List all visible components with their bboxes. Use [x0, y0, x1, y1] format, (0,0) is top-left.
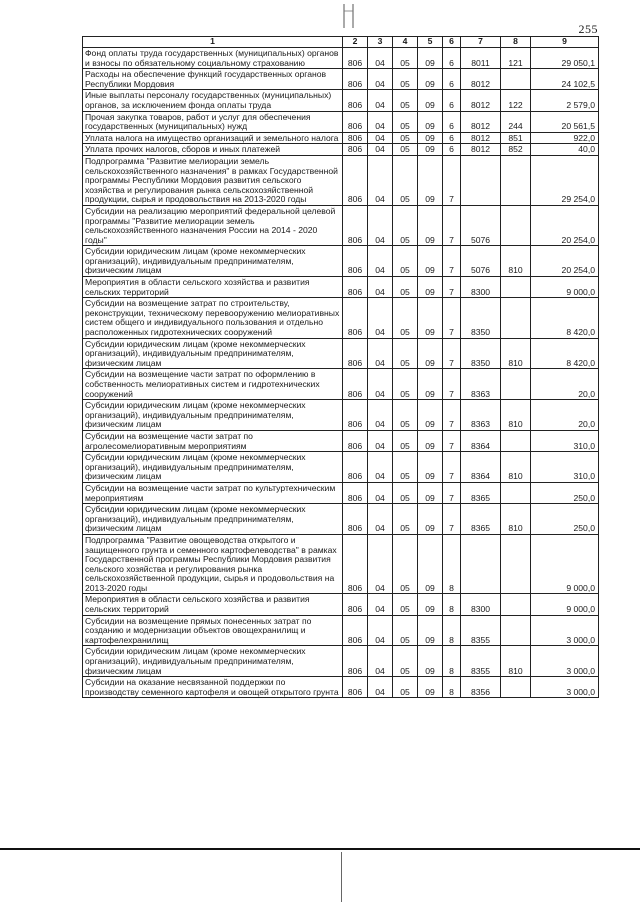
- cell-amount: 9 000,0: [531, 534, 599, 594]
- cell-subprogram: 7: [443, 400, 461, 431]
- cell-subprogram: 6: [443, 48, 461, 69]
- cell-program: 09: [418, 111, 443, 132]
- table-row: [83, 155, 599, 205]
- cell-expense-type: 810: [501, 504, 531, 535]
- cell-subprogram: 6: [443, 132, 461, 144]
- cell-section: 04: [368, 90, 393, 111]
- cell-program: 09: [418, 400, 443, 431]
- cell-target-code: 8012: [461, 111, 501, 132]
- cell-amount: 24 102,5: [531, 69, 599, 90]
- cell-program: 09: [418, 90, 443, 111]
- table-row: [83, 277, 599, 298]
- cell-target-code: 8011: [461, 48, 501, 69]
- cell-amount: 29 254,0: [531, 155, 599, 205]
- cell-ministry-code: 806: [343, 277, 368, 298]
- cell-subsection: 05: [393, 677, 418, 698]
- column-header: 4: [393, 37, 418, 48]
- cell-subprogram: 7: [443, 246, 461, 277]
- cell-target-code: 8363: [461, 369, 501, 400]
- row-description: Субсидии на возмещение части затрат по оформлению в собственность мелиоративных систем и гидротехнических сооружений: [83, 369, 343, 400]
- row-description: Субсидии юридическим лицам (кроме некоммерческих организаций), индивидуальным предпринимателям, физическим лицам: [83, 452, 343, 483]
- cell-expense-type: [501, 615, 531, 646]
- cell-section: 04: [368, 482, 393, 503]
- cell-amount: 9 000,0: [531, 594, 599, 615]
- cell-program: 09: [418, 48, 443, 69]
- cell-program: 09: [418, 646, 443, 677]
- cell-subsection: 05: [393, 452, 418, 483]
- cell-ministry-code: 806: [343, 452, 368, 483]
- page-bottom-rule: [0, 848, 640, 850]
- cell-amount: 20,0: [531, 369, 599, 400]
- cell-subprogram: 6: [443, 69, 461, 90]
- cell-section: 04: [368, 155, 393, 205]
- cell-expense-type: 810: [501, 246, 531, 277]
- cell-program: 09: [418, 430, 443, 451]
- cell-target-code: 8300: [461, 594, 501, 615]
- cell-expense-type: [501, 677, 531, 698]
- cell-ministry-code: 806: [343, 205, 368, 245]
- cell-subsection: 05: [393, 90, 418, 111]
- table-row: [83, 452, 599, 483]
- cell-target-code: [461, 534, 501, 594]
- cell-ministry-code: 806: [343, 298, 368, 338]
- cell-target-code: 8012: [461, 90, 501, 111]
- cell-subprogram: 7: [443, 504, 461, 535]
- table-row: [83, 482, 599, 503]
- cell-target-code: 8355: [461, 646, 501, 677]
- table-row: [83, 594, 599, 615]
- cell-subsection: 05: [393, 482, 418, 503]
- cell-section: 04: [368, 338, 393, 369]
- cell-section: 04: [368, 504, 393, 535]
- cell-subprogram: 6: [443, 111, 461, 132]
- column-header: 8: [501, 37, 531, 48]
- cell-program: 09: [418, 246, 443, 277]
- cell-subprogram: 6: [443, 144, 461, 156]
- row-description: Субсидии на возмещение части затрат по агролесомелиоративным мероприятиям: [83, 430, 343, 451]
- cell-ministry-code: 806: [343, 430, 368, 451]
- table-row: [83, 534, 599, 594]
- cell-amount: 20 561,5: [531, 111, 599, 132]
- cell-amount: 29 050,1: [531, 48, 599, 69]
- cell-program: 09: [418, 369, 443, 400]
- row-description: Мероприятия в области сельского хозяйства и развития сельских территорий: [83, 277, 343, 298]
- cell-expense-type: 810: [501, 646, 531, 677]
- row-description: Субсидии на оказание несвязанной поддержки по производству семенного картофеля и овощей открытого грунта: [83, 677, 343, 698]
- cell-subprogram: 6: [443, 90, 461, 111]
- cell-program: 09: [418, 594, 443, 615]
- cell-program: 09: [418, 277, 443, 298]
- cell-subsection: 05: [393, 69, 418, 90]
- column-header: 2: [343, 37, 368, 48]
- cell-subprogram: 8: [443, 615, 461, 646]
- cell-program: 09: [418, 534, 443, 594]
- cell-ministry-code: 806: [343, 504, 368, 535]
- table-row: [83, 205, 599, 245]
- cell-ministry-code: 806: [343, 132, 368, 144]
- cell-program: 09: [418, 205, 443, 245]
- cell-expense-type: 244: [501, 111, 531, 132]
- column-header: 7: [461, 37, 501, 48]
- cell-expense-type: [501, 277, 531, 298]
- table-row: [83, 369, 599, 400]
- cell-ministry-code: 806: [343, 246, 368, 277]
- cell-amount: 3 000,0: [531, 615, 599, 646]
- cell-section: 04: [368, 132, 393, 144]
- cell-expense-type: 121: [501, 48, 531, 69]
- table-row: [83, 48, 599, 69]
- cell-amount: 3 000,0: [531, 677, 599, 698]
- cell-ministry-code: 806: [343, 338, 368, 369]
- cell-target-code: 8363: [461, 400, 501, 431]
- cell-program: 09: [418, 298, 443, 338]
- cell-target-code: 8012: [461, 132, 501, 144]
- cell-subprogram: 7: [443, 155, 461, 205]
- cell-section: 04: [368, 277, 393, 298]
- cell-expense-type: [501, 155, 531, 205]
- cell-subprogram: 8: [443, 646, 461, 677]
- row-description: Уплата прочих налогов, сборов и иных платежей: [83, 144, 343, 156]
- cell-section: 04: [368, 144, 393, 156]
- cell-ministry-code: 806: [343, 69, 368, 90]
- fold-line: [341, 852, 342, 902]
- page-number: 255: [578, 22, 598, 36]
- table-row: [83, 132, 599, 144]
- cell-subsection: 05: [393, 430, 418, 451]
- table-row: [83, 69, 599, 90]
- cell-program: 09: [418, 155, 443, 205]
- cell-amount: 8 420,0: [531, 298, 599, 338]
- row-description: Субсидии юридическим лицам (кроме некоммерческих организаций), индивидуальным предпринимателям, физическим лицам: [83, 400, 343, 431]
- cell-ministry-code: 806: [343, 155, 368, 205]
- cell-subprogram: 7: [443, 452, 461, 483]
- cell-expense-type: [501, 369, 531, 400]
- table-row: [83, 246, 599, 277]
- cell-section: 04: [368, 298, 393, 338]
- cell-subprogram: 8: [443, 594, 461, 615]
- cell-subsection: 05: [393, 615, 418, 646]
- column-header: 3: [368, 37, 393, 48]
- row-description: Расходы на обеспечение функций государственных органов Республики Мордовия: [83, 69, 343, 90]
- budget-table: [82, 36, 599, 698]
- cell-target-code: 8012: [461, 69, 501, 90]
- cell-amount: 40,0: [531, 144, 599, 156]
- cell-subsection: 05: [393, 534, 418, 594]
- cell-section: 04: [368, 246, 393, 277]
- cell-amount: 20,0: [531, 400, 599, 431]
- column-header: 1: [83, 37, 343, 48]
- table-row: [83, 677, 599, 698]
- cell-subsection: 05: [393, 132, 418, 144]
- cell-target-code: 8012: [461, 144, 501, 156]
- cell-amount: 2 579,0: [531, 90, 599, 111]
- cell-section: 04: [368, 48, 393, 69]
- row-description: Субсидии на возмещение затрат по строительству, реконструкции, техническому перевооружению мелиоративных систем общего и индивидуального пользования и отдельно расположенных гидротехнических сооружений: [83, 298, 343, 338]
- cell-target-code: 8300: [461, 277, 501, 298]
- table-row: [83, 400, 599, 431]
- row-description: Уплата налога на имущество организаций и земельного налога: [83, 132, 343, 144]
- cell-program: 09: [418, 132, 443, 144]
- cell-subprogram: 8: [443, 677, 461, 698]
- cell-expense-type: 810: [501, 452, 531, 483]
- budget-table-container: [82, 36, 598, 698]
- cell-expense-type: [501, 534, 531, 594]
- cell-program: 09: [418, 452, 443, 483]
- cell-program: 09: [418, 482, 443, 503]
- cell-section: 04: [368, 677, 393, 698]
- cell-target-code: 8356: [461, 677, 501, 698]
- cell-expense-type: [501, 430, 531, 451]
- column-header: 6: [443, 37, 461, 48]
- cell-subsection: 05: [393, 298, 418, 338]
- row-description: Субсидии на возмещение части затрат по культуртехническим мероприятиям: [83, 482, 343, 503]
- cell-subsection: 05: [393, 594, 418, 615]
- cell-target-code: 8364: [461, 452, 501, 483]
- cell-subsection: 05: [393, 111, 418, 132]
- cell-subsection: 05: [393, 338, 418, 369]
- cell-section: 04: [368, 594, 393, 615]
- cell-program: 09: [418, 677, 443, 698]
- cell-target-code: 8365: [461, 482, 501, 503]
- table-row: [83, 338, 599, 369]
- cell-amount: 9 000,0: [531, 277, 599, 298]
- cell-section: 04: [368, 400, 393, 431]
- row-description: Субсидии юридическим лицам (кроме некоммерческих организаций), индивидуальным предпринимателям, физическим лицам: [83, 246, 343, 277]
- cell-target-code: [461, 155, 501, 205]
- cell-ministry-code: 806: [343, 111, 368, 132]
- cell-expense-type: 851: [501, 132, 531, 144]
- row-description: Иные выплаты персоналу государственных (муниципальных) органов, за исключением фонда оплаты труда: [83, 90, 343, 111]
- table-row: [83, 111, 599, 132]
- cell-target-code: 8350: [461, 298, 501, 338]
- cell-section: 04: [368, 369, 393, 400]
- cell-amount: 922,0: [531, 132, 599, 144]
- cell-amount: 250,0: [531, 482, 599, 503]
- cell-ministry-code: 806: [343, 144, 368, 156]
- cell-subsection: 05: [393, 369, 418, 400]
- cell-target-code: 8355: [461, 615, 501, 646]
- cell-section: 04: [368, 452, 393, 483]
- cell-subprogram: 7: [443, 430, 461, 451]
- cell-ministry-code: 806: [343, 400, 368, 431]
- table-row: [83, 615, 599, 646]
- cell-amount: 310,0: [531, 452, 599, 483]
- table-row: [83, 298, 599, 338]
- cell-expense-type: 810: [501, 400, 531, 431]
- cell-ministry-code: 806: [343, 369, 368, 400]
- table-header-row: [83, 37, 599, 48]
- table-row: [83, 90, 599, 111]
- cell-expense-type: 810: [501, 338, 531, 369]
- cell-expense-type: 122: [501, 90, 531, 111]
- cell-subprogram: 7: [443, 338, 461, 369]
- cell-subsection: 05: [393, 277, 418, 298]
- table-row: [83, 646, 599, 677]
- cell-section: 04: [368, 430, 393, 451]
- row-description: Подпрограмма "Развитие мелиорации земель сельскохозяйственного назначения" в рамках Государственной программы Республики Мордовия развития сельского хозяйства и регулирования рынка сельскохозяйственной продукции, сырья и продовольствия на 2013-2020 годы: [83, 155, 343, 205]
- cell-target-code: 5076: [461, 205, 501, 245]
- cell-subsection: 05: [393, 504, 418, 535]
- row-description: Субсидии юридическим лицам (кроме некоммерческих организаций), индивидуальным предпринимателям, физическим лицам: [83, 338, 343, 369]
- cell-target-code: 8365: [461, 504, 501, 535]
- cell-program: 09: [418, 69, 443, 90]
- cell-ministry-code: 806: [343, 594, 368, 615]
- row-description: Субсидии юридическим лицам (кроме некоммерческих организаций), индивидуальным предпринимателям, физическим лицам: [83, 646, 343, 677]
- cell-ministry-code: 806: [343, 48, 368, 69]
- cell-subsection: 05: [393, 646, 418, 677]
- table-row: [83, 504, 599, 535]
- cell-ministry-code: 806: [343, 90, 368, 111]
- row-description: Субсидии юридическим лицам (кроме некоммерческих организаций), индивидуальным предпринимателям, физическим лицам: [83, 504, 343, 535]
- cell-amount: 250,0: [531, 504, 599, 535]
- column-header: 9: [531, 37, 599, 48]
- cell-section: 04: [368, 615, 393, 646]
- cell-program: 09: [418, 144, 443, 156]
- cell-program: 09: [418, 504, 443, 535]
- cell-subprogram: 7: [443, 482, 461, 503]
- row-description: Подпрограмма "Развитие овощеводства открытого и защищенного грунта и семенного картофелеводства" в рамках Государственной программы Республики Мордовия развития сельского хозяйства и регулирования рынка сельскохозяйственной продукции, сырья и продовольствия на 2013-2020 годы: [83, 534, 343, 594]
- cell-subsection: 05: [393, 205, 418, 245]
- cell-subsection: 05: [393, 155, 418, 205]
- cell-expense-type: [501, 482, 531, 503]
- cell-ministry-code: 806: [343, 677, 368, 698]
- cell-ministry-code: 806: [343, 615, 368, 646]
- cell-subsection: 05: [393, 144, 418, 156]
- row-description: Прочая закупка товаров, работ и услуг для обеспечения государственных (муниципальных) нужд: [83, 111, 343, 132]
- cell-subprogram: 7: [443, 277, 461, 298]
- binding-staple-mark: [341, 4, 357, 28]
- cell-amount: 310,0: [531, 430, 599, 451]
- cell-subprogram: 7: [443, 298, 461, 338]
- cell-expense-type: [501, 205, 531, 245]
- cell-ministry-code: 806: [343, 534, 368, 594]
- cell-ministry-code: 806: [343, 482, 368, 503]
- row-description: Мероприятия в области сельского хозяйства и развития сельских территорий: [83, 594, 343, 615]
- cell-expense-type: [501, 69, 531, 90]
- cell-target-code: 8350: [461, 338, 501, 369]
- cell-section: 04: [368, 534, 393, 594]
- cell-section: 04: [368, 111, 393, 132]
- row-description: Фонд оплаты труда государственных (муниципальных) органов и взносы по обязательному социальному страхованию: [83, 48, 343, 69]
- table-row: [83, 144, 599, 156]
- cell-expense-type: [501, 594, 531, 615]
- table-row: [83, 430, 599, 451]
- cell-target-code: 5076: [461, 246, 501, 277]
- cell-section: 04: [368, 69, 393, 90]
- cell-section: 04: [368, 205, 393, 245]
- table-body: [83, 48, 599, 698]
- cell-target-code: 8364: [461, 430, 501, 451]
- cell-ministry-code: 806: [343, 646, 368, 677]
- cell-amount: 8 420,0: [531, 338, 599, 369]
- row-description: Субсидии на реализацию мероприятий федеральной целевой программы "Развитие мелиорации земель сельскохозяйственного назначения России на 2014 - 2020 годы": [83, 205, 343, 245]
- cell-expense-type: [501, 298, 531, 338]
- cell-subprogram: 8: [443, 534, 461, 594]
- cell-program: 09: [418, 338, 443, 369]
- cell-subprogram: 7: [443, 205, 461, 245]
- cell-amount: 20 254,0: [531, 205, 599, 245]
- cell-amount: 3 000,0: [531, 646, 599, 677]
- column-header: 5: [418, 37, 443, 48]
- cell-subprogram: 7: [443, 369, 461, 400]
- cell-expense-type: 852: [501, 144, 531, 156]
- cell-subsection: 05: [393, 48, 418, 69]
- cell-subsection: 05: [393, 400, 418, 431]
- cell-program: 09: [418, 615, 443, 646]
- cell-section: 04: [368, 646, 393, 677]
- row-description: Субсидии на возмещение прямых понесенных затрат по созданию и модернизации объектов овощехранилищ и картофелехранилищ: [83, 615, 343, 646]
- cell-amount: 20 254,0: [531, 246, 599, 277]
- cell-subsection: 05: [393, 246, 418, 277]
